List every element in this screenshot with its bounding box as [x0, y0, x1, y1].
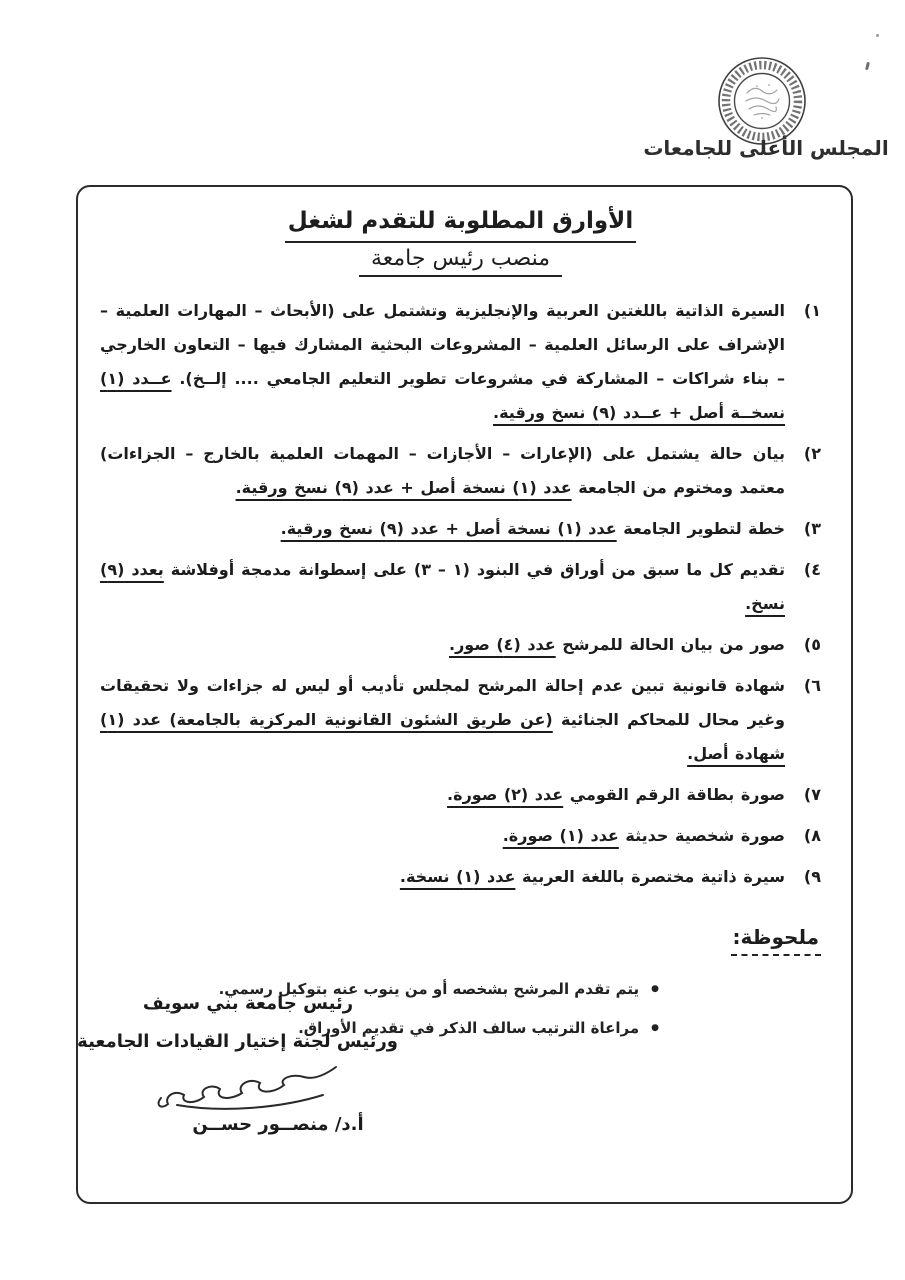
- item-text: [100, 860, 785, 894]
- item-text-segment: السيرة الذاتية باللغتين العربية والإنجليزية وتشتمل على (الأبحاث – المهارات العلمية – الإشراف على الرسائل العلمية – المشروعات البحثية المشارك فيها – التعاون الخارجي – بناء شراكات – المشاركة في مشروعات تطوير التعليم الجامعي .... إلــخ).: [100, 300, 785, 388]
- note-heading-wrap: [100, 925, 821, 956]
- item-number: ٣): [803, 518, 821, 538]
- signatory-title-2: ورئيس لجنة إختيار القيادات الجامعية: [77, 1031, 398, 1052]
- item-count-underlined: عدد (٢) صورة.: [447, 784, 564, 804]
- item-number: ٢): [803, 443, 821, 463]
- item-text: [100, 437, 785, 505]
- item-text-segment: صورة بطاقة الرقم القومي: [563, 784, 785, 804]
- item-text: [100, 553, 785, 621]
- signature-scribble-icon: [153, 1056, 343, 1114]
- bullet-icon: ●: [651, 1022, 659, 1033]
- org-name: المجلس الأعلى للجامعات: [643, 136, 889, 160]
- item-text: [100, 512, 785, 546]
- item-text-segment: صورة شخصية حديثة: [618, 825, 785, 845]
- list-item: [100, 778, 821, 812]
- item-text: [100, 628, 785, 662]
- item-text-segment: تقديم كل ما سبق من أوراق في البنود (١ – ٣) على إسطوانة مدمجة أوفلاشة: [163, 559, 786, 579]
- bullet-icon: ●: [651, 983, 659, 994]
- document-title-line2: منصب رئيس جامعة: [359, 246, 562, 277]
- item-count-underlined: عدد (١) نسخة أصل + عدد (٩) نسخ ورقية.: [280, 518, 617, 538]
- list-item: [100, 819, 821, 853]
- item-count-underlined: عدد (٤) صور.: [449, 634, 556, 654]
- item-number: ٦): [803, 675, 821, 695]
- list-item: [100, 553, 821, 621]
- item-text: [100, 778, 785, 812]
- document-title-line1: الأوارق المطلوبة للتقدم لشغل: [285, 205, 636, 243]
- item-number: ٥): [803, 634, 821, 654]
- bullet-text: يتم تقدم المرشح بشخصه أو من ينوب عنه بتوكيل رسمي.: [218, 979, 640, 998]
- item-number: ٩): [803, 866, 821, 886]
- item-text-segment: شهادة قانونية تبين عدم إحالة المرشح لمجلس تأديب أو ليس له جزاءات ولا تحقيقات وغير محال للمحاكم الجنائية: [100, 675, 785, 729]
- list-item: [100, 512, 821, 546]
- item-text-segment: خطة لتطوير الجامعة: [616, 518, 785, 538]
- list-item: [100, 860, 821, 894]
- item-count-underlined: عدد (١) صورة.: [502, 825, 619, 845]
- bullet-text: مراعاة الترتيب سالف الذكر في تقديم الأوراق.: [298, 1018, 640, 1037]
- org-seal-icon: [716, 55, 808, 147]
- scan-artifact: [865, 62, 870, 70]
- list-item: [100, 628, 821, 662]
- note-heading: ملحوظة:: [731, 925, 821, 956]
- item-text-segment: صور من بيان الحالة للمرشح: [555, 634, 785, 654]
- list-item: [100, 669, 821, 771]
- item-number: ١): [803, 300, 821, 320]
- item-count-underlined: عــدد (١) نسخــة أصل + عــدد (٩) نسخ ورقية.: [100, 368, 785, 422]
- requirements-list: [100, 294, 821, 894]
- org-seal: [716, 55, 808, 147]
- item-count-underlined: (عن طريق الشئون القانونية المركزية بالجامعة) عدد (١) شهادة أصل.: [100, 709, 785, 763]
- signatory-name: أ.د/ منصــور حســن: [192, 1114, 364, 1135]
- item-number: ٤): [803, 559, 821, 579]
- item-number: ٧): [803, 784, 821, 804]
- item-count-underlined: بعدد (٩) نسخ.: [100, 559, 785, 613]
- signatory-title-1: رئيس جامعة بني سويف: [142, 993, 354, 1014]
- document-title: [100, 195, 821, 243]
- item-text: [100, 669, 785, 771]
- scan-artifact: [876, 34, 879, 37]
- document-subtitle-wrap: [100, 246, 821, 277]
- list-item: [100, 294, 821, 430]
- list-item: [100, 437, 821, 505]
- item-count-underlined: عدد (١) نسخة.: [399, 866, 516, 886]
- item-count-underlined: عدد (١) نسخة أصل + عدد (٩) نسخ ورقية.: [235, 477, 572, 497]
- item-text-segment: بيان حالة يشتمل على (الإعارات – الأجازات – المهمات العلمية بالخارج – الجزاءات) معتمد ومختوم من الجامعة: [100, 443, 785, 497]
- item-number: ٨): [803, 825, 821, 845]
- signature-block: [77, 993, 398, 1135]
- document-frame: [76, 185, 853, 1204]
- item-text: [100, 294, 785, 430]
- item-text: [100, 819, 785, 853]
- item-text-segment: سيرة ذاتية مختصرة باللغة العربية: [515, 866, 785, 886]
